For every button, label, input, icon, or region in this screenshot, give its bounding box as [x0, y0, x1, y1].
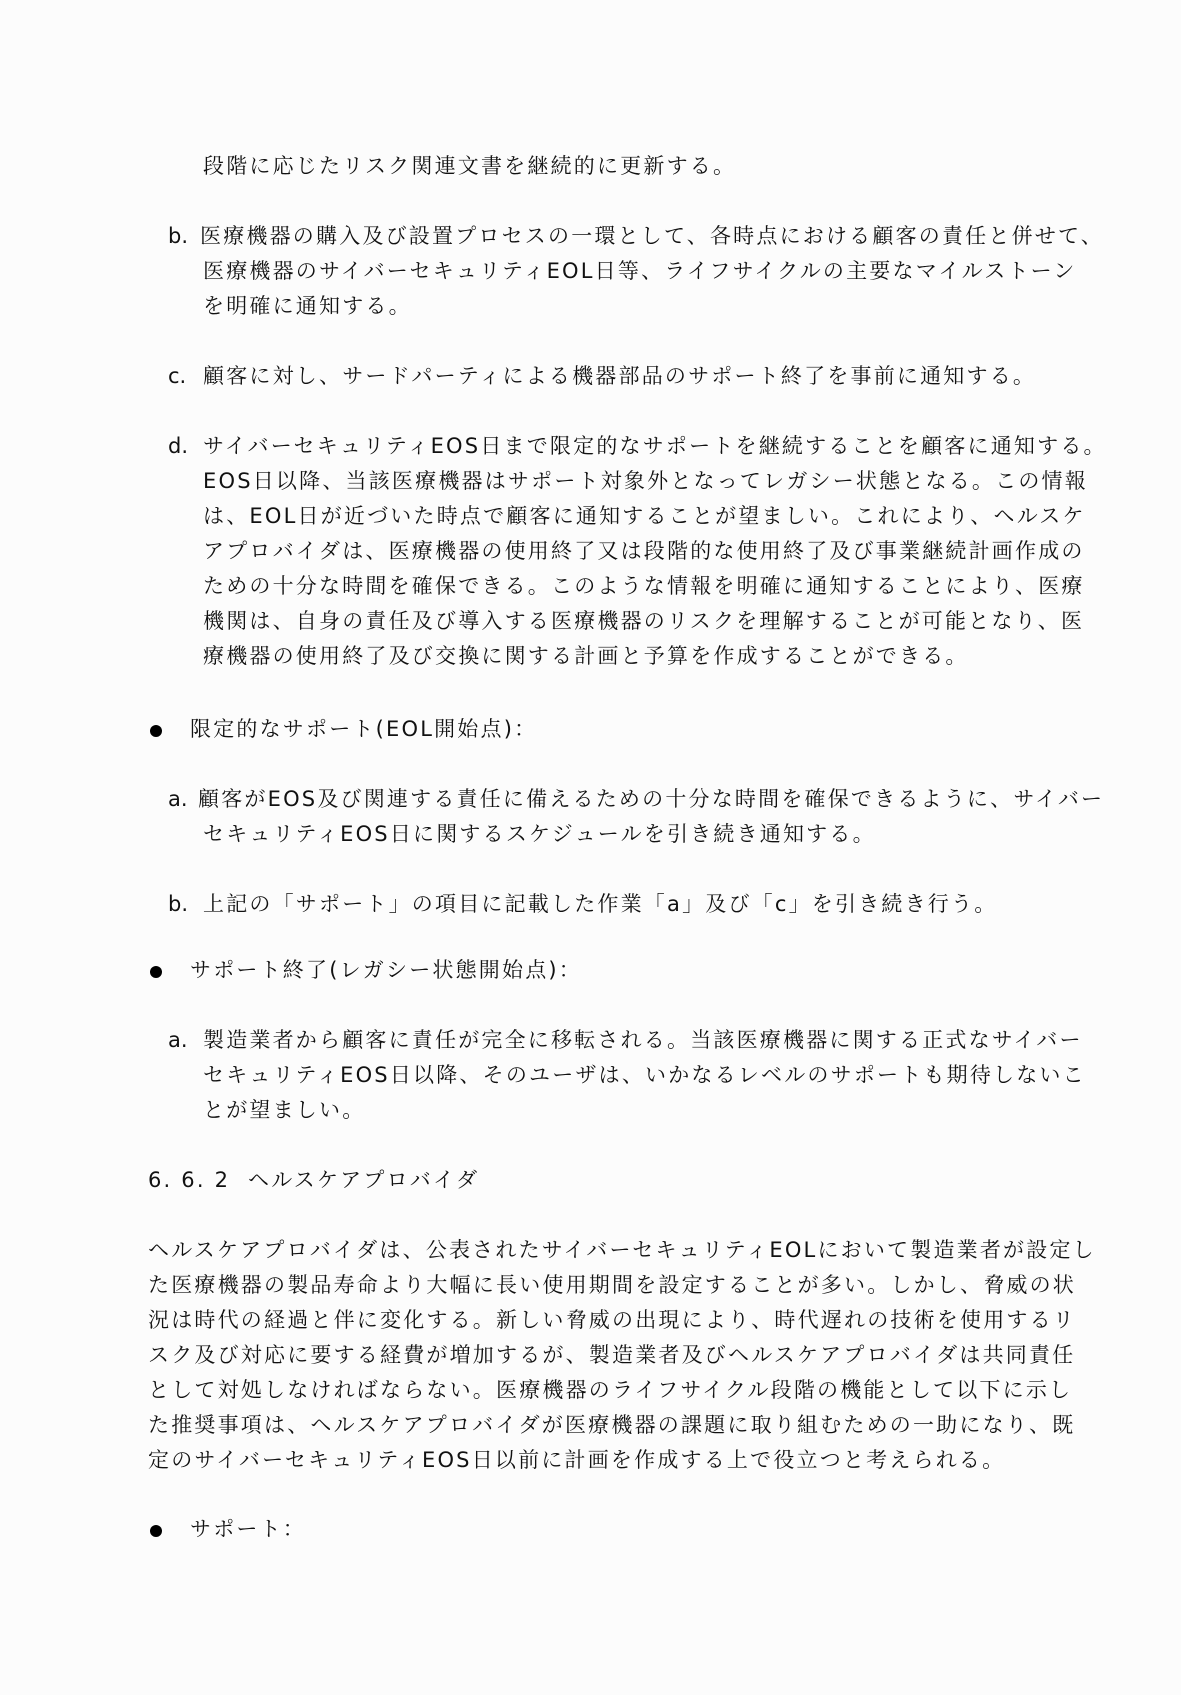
bullet-icon: [150, 966, 162, 978]
paragraph-line: として対処しなければならない。医療機器のライフサイクル段階の機能として以下に示し: [148, 1378, 1073, 1402]
bullet-heading-support: サポート：: [190, 1517, 306, 1541]
bullet-icon: [150, 1525, 162, 1537]
list-item-d-line: ための十分な時間を確保できる。このような情報を明確に通知することにより、医療: [203, 574, 1085, 598]
list-item-b-line: 医療機器の購入及び設置プロセスの一環として、各時点における顧客の責任と併せて、: [200, 224, 1104, 248]
list-marker-b: b.: [168, 892, 189, 916]
list-item-b-line: 医療機器のサイバーセキュリティEOL日等、ライフサイクルの主要なマイルストーン: [203, 259, 1077, 283]
list-marker-c: c.: [168, 364, 187, 388]
paragraph-line: 況は時代の経過と伴に変化する。新しい脅威の出現により、時代遅れの技術を使用するリ: [148, 1308, 1076, 1332]
paragraph-line: た推奨事項は、ヘルスケアプロバイダが医療機器の課題に取り組むための一助になり、既: [148, 1413, 1076, 1437]
list-item-a-line: 顧客がEOS及び関連する責任に備えるための十分な時間を確保できるように、サイバー: [198, 787, 1105, 811]
list-item-b-line: を明確に通知する。: [203, 294, 412, 318]
list-marker-a: a.: [168, 787, 188, 811]
list-item-d-line: EOS日以降、当該医療機器はサポート対象外となってレガシー状態となる。この情報: [203, 469, 1088, 493]
paragraph-line: 定のサイバーセキュリティEOS日以前に計画を作成する上で役立つと考えられる。: [148, 1448, 1006, 1472]
list-item-a-line: 製造業者から顧客に責任が完全に移転される。当該医療機器に関する正式なサイバー: [203, 1028, 1083, 1052]
section-title: ヘルスケアプロバイダ: [248, 1168, 480, 1192]
list-marker-d: d.: [168, 434, 189, 458]
list-item-d-line: 機関は、自身の責任及び導入する医療機器のリスクを理解することが可能となり、医: [203, 609, 1085, 633]
list-item-b-line: 上記の「サポート」の項目に記載した作業「a」及び「c」を引き続き行う。: [203, 892, 998, 916]
paragraph-line: スク及び対応に要する経費が増加するが、製造業者及びヘルスケアプロバイダは共同責任: [148, 1343, 1076, 1367]
bullet-heading-limited-support: 限定的なサポート(EOL開始点)：: [190, 717, 538, 741]
list-marker-a: a.: [168, 1028, 188, 1052]
list-item-c-line: 顧客に対し、サードパーティによる機器部品のサポート終了を事前に通知する。: [203, 364, 1037, 388]
section-number: 6. 6. 2: [148, 1168, 231, 1192]
paragraph-line: た医療機器の製品寿命より大幅に長い使用期間を設定することが多い。しかし、脅威の状: [148, 1273, 1076, 1297]
list-item-a-line: セキュリティEOS日以降、そのユーザは、いかなるレベルのサポートも期待しないこ: [203, 1063, 1086, 1087]
list-item-a-line: とが望ましい。: [203, 1098, 366, 1122]
bullet-icon: [150, 725, 162, 737]
list-item-d-line: は、EOL日が近づいた時点で顧客に通知することが望ましい。これにより、ヘルスケ: [203, 504, 1086, 528]
list-marker-b: b.: [168, 224, 189, 248]
continuation-line: 段階に応じたリスク関連文書を継続的に更新する。: [203, 154, 737, 178]
list-item-d-line: アプロバイダは、医療機器の使用終了又は段階的な使用終了及び事業継続計画作成の: [203, 539, 1085, 563]
paragraph-line: ヘルスケアプロバイダは、公表されたサイバーセキュリティEOLにおいて製造業者が設定し: [148, 1238, 1096, 1262]
list-item-d-line: 療機器の使用終了及び交換に関する計画と予算を作成することができる。: [203, 644, 969, 668]
list-item-d-line: サイバーセキュリティEOS日まで限定的なサポートを継続することを顧客に通知する。: [203, 434, 1107, 458]
list-item-a-line: セキュリティEOS日に関するスケジュールを引き続き通知する。: [203, 822, 876, 846]
bullet-heading-end-of-support: サポート終了(レガシー状態開始点)：: [190, 958, 582, 982]
